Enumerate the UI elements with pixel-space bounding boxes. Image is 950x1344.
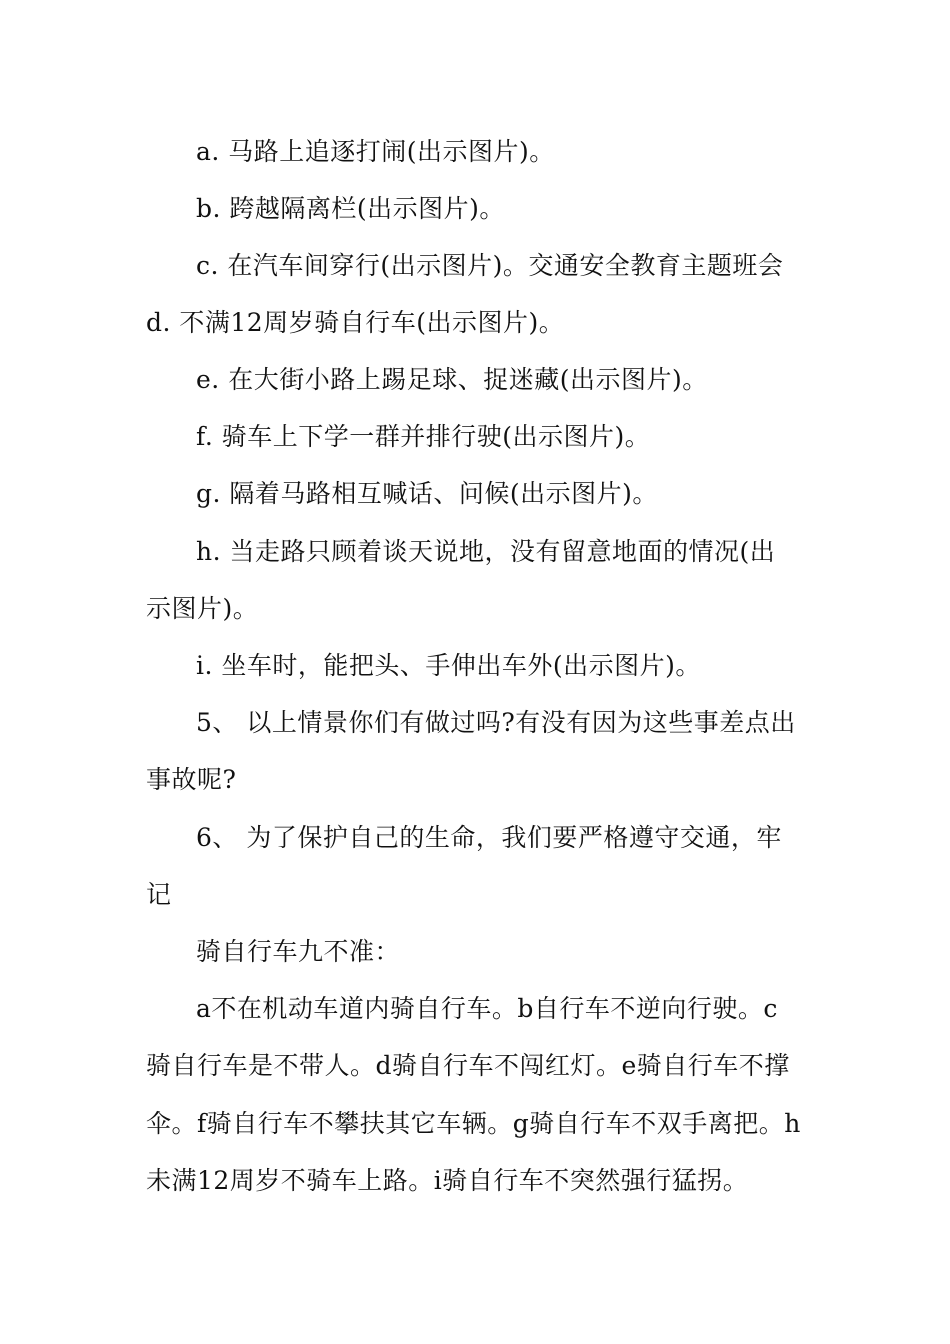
item-i: i. 坐车时，能把头、手伸出车外(出示图片)。 <box>196 651 701 680</box>
rules-line-1: a不在机动车道内骑自行车。b自行车不逆向行驶。c <box>196 994 778 1023</box>
item-c: c. 在汽车间穿行(出示图片)。交通安全教育主题班会 <box>196 251 784 280</box>
rules-heading: 骑自行车九不准： <box>196 937 401 966</box>
point-6-continued: 记 <box>146 880 172 909</box>
item-h: h. 当走路只顾着谈天说地，没有留意地面的情况(出 <box>196 537 776 566</box>
point-5: 5、 以上情景你们有做过吗?有没有因为这些事差点出 <box>196 708 796 737</box>
rules-line-3: 伞。f骑自行车不攀扶其它车辆。g骑自行车不双手离把。h <box>146 1109 801 1138</box>
item-b: b. 跨越隔离栏(出示图片)。 <box>196 194 505 223</box>
item-a: a. 马路上追逐打闹(出示图片)。 <box>196 137 555 166</box>
point-6: 6、 为了保护自己的生命，我们要严格遵守交通，牢 <box>196 823 782 852</box>
point-5-continued: 事故呢? <box>146 765 237 794</box>
rules-line-2: 骑自行车是不带人。d骑自行车不闯红灯。e骑自行车不撑 <box>146 1051 790 1080</box>
item-h-continued: 示图片)。 <box>146 594 259 623</box>
item-f: f. 骑车上下学一群并排行驶(出示图片)。 <box>196 422 651 451</box>
item-e: e. 在大街小路上踢足球、捉迷藏(出示图片)。 <box>196 365 708 394</box>
item-d: d. 不满12周岁骑自行车(出示图片)。 <box>146 308 565 337</box>
rules-line-4: 未满12周岁不骑车上路。i骑自行车不突然强行猛拐。 <box>146 1166 749 1195</box>
item-g: g. 隔着马路相互喊话、问候(出示图片)。 <box>196 479 658 508</box>
